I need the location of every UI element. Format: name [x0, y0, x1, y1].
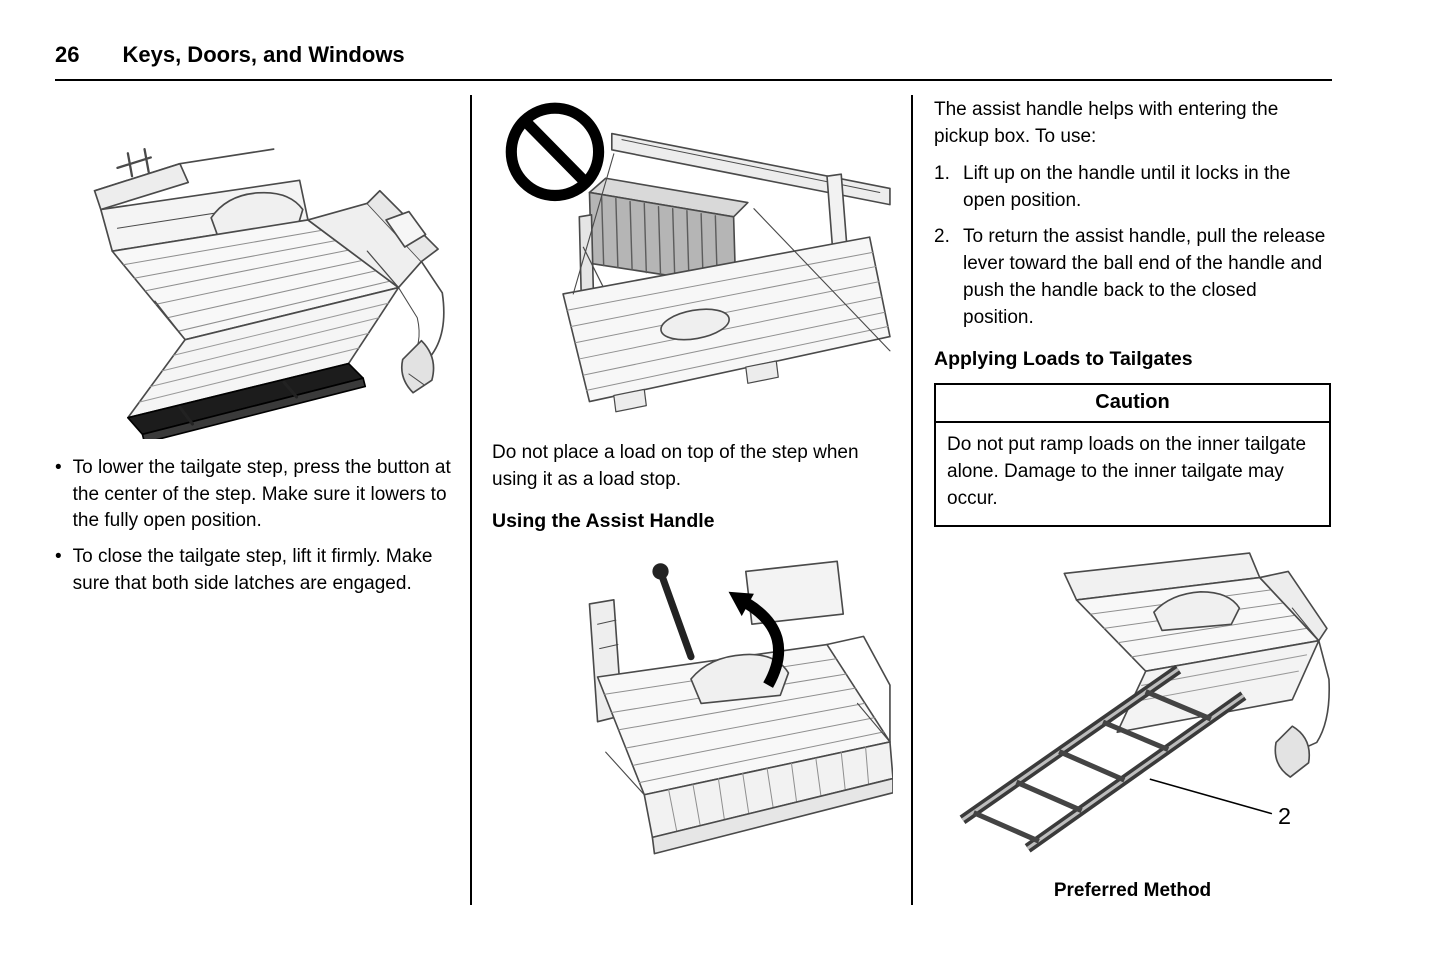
bullet-item — [55, 544, 461, 598]
caution-body: Do not put ramp loads on the inner tailgate alone. Damage to the inner tailgate may occur. — [947, 433, 1307, 509]
step-item — [934, 161, 1331, 215]
load-stop-illustration — [492, 95, 893, 430]
column-left — [55, 95, 461, 607]
caution-title: Caution — [936, 385, 1329, 423]
bullet-item — [55, 455, 461, 536]
load-stop-note: Do not place a load on top of the step when using it as a load stop. — [492, 442, 859, 490]
numbered-steps — [934, 161, 1331, 332]
bullet-list — [55, 455, 461, 599]
chapter-title: Keys, Doors, and Windows — [122, 42, 405, 67]
step-text: To return the assist handle, pull the release lever toward the ball end of the handle and push the handle back to the closed position. — [963, 225, 1326, 328]
load-stop-figure — [492, 95, 893, 430]
ramp-callout — [1150, 779, 1291, 829]
column-divider — [470, 95, 472, 905]
ramp-illustration — [934, 547, 1331, 873]
callout-label: 2 — [1278, 802, 1292, 829]
assist-handle-heading: Using the Assist Handle — [492, 509, 715, 532]
tailgate-step-illustration — [55, 95, 461, 439]
ramp-figure — [934, 547, 1331, 873]
column-divider — [911, 95, 913, 905]
header-rule — [55, 79, 1332, 81]
step-number: 2. — [934, 225, 950, 247]
column-right — [934, 95, 1331, 902]
assist-intro: The assist handle helps with entering the pickup box. To use: — [934, 99, 1279, 147]
caution-box — [934, 383, 1331, 527]
assist-handle — [652, 563, 691, 656]
assist-handle-illustration — [492, 543, 893, 878]
step-item — [934, 224, 1331, 332]
page-number: 26 — [55, 42, 80, 67]
preferred-method-caption: Preferred Method — [1053, 880, 1212, 902]
bullet-dot: • — [55, 546, 62, 568]
bullet-dot: • — [55, 456, 62, 478]
bullet-text: To close the tailgate step, lift it firmly. Make sure that both side latches are engaged. — [72, 546, 433, 595]
loads-heading: Applying Loads to Tailgates — [934, 347, 1193, 370]
bullet-text: To lower the tailgate step, press the button at the center of the step. Make sure it lowers to the fully open position. — [72, 456, 451, 532]
tailgate-step-figure — [55, 95, 461, 439]
column-middle — [492, 95, 893, 878]
prohibition-icon — [511, 108, 598, 195]
step-text: Lift up on the handle until it locks in the open position. — [963, 162, 1291, 211]
assist-handle-figure — [492, 543, 893, 878]
page-header — [55, 42, 405, 68]
step-number: 1. — [934, 162, 950, 184]
